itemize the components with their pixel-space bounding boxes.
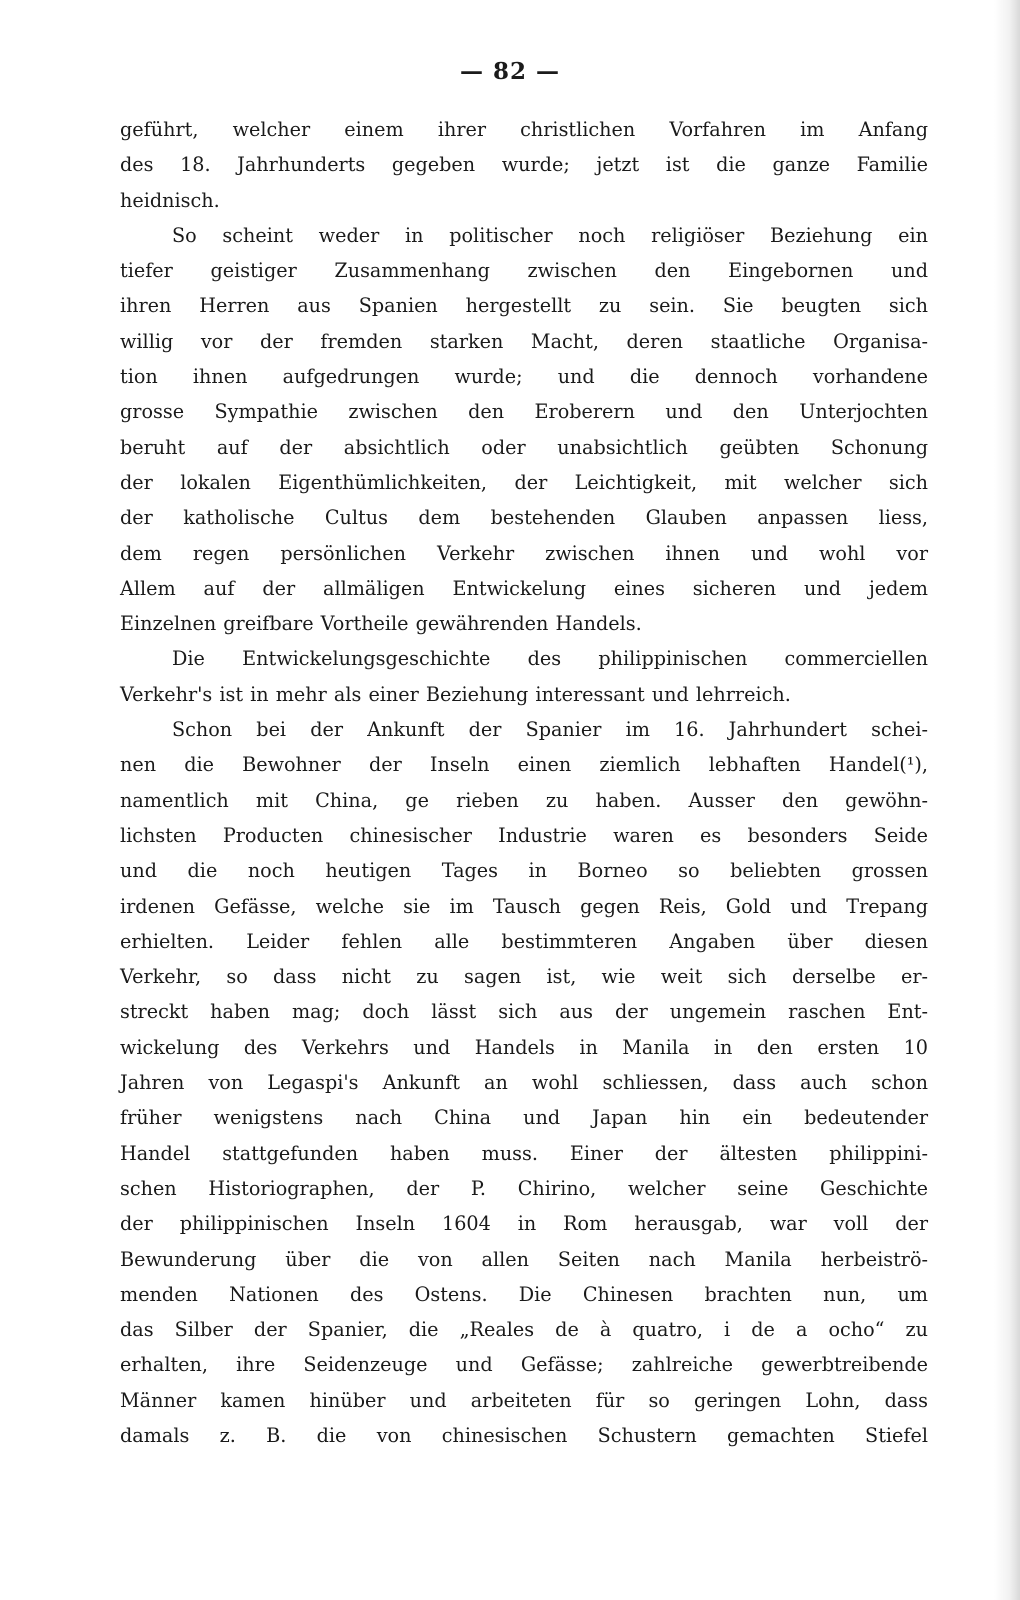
text-line: dem regen persönlichen Verkehr zwischen ihnen und wohl vor [120, 541, 928, 565]
text-line: Allem auf der allmäligen Entwickelung eines sicheren und jedem [120, 576, 928, 600]
text-line: menden Nationen des Ostens. Die Chinesen brachten nun, um [120, 1282, 928, 1306]
page-edge-shadow [994, 0, 1020, 1600]
text-line: heidnisch. [120, 188, 220, 212]
body-text [120, 112, 928, 1453]
text-line: namentlich mit China, ge rieben zu haben. Ausser den gewöhn- [120, 788, 928, 812]
text-line: Handel stattgefunden haben muss. Einer der ältesten philippini- [120, 1141, 928, 1165]
text-line: Die Entwickelungsgeschichte des philippinischen commerciellen [172, 647, 928, 671]
text-line: irdenen Gefässe, welche sie im Tausch gegen Reis, Gold und Trepang [120, 894, 928, 918]
text-line: grosse Sympathie zwischen den Eroberern und den Unterjochten [120, 400, 928, 424]
text-line: Männer kamen hinüber und arbeiteten für so geringen Lohn, dass [120, 1388, 928, 1412]
text-line: lichsten Producten chinesischer Industrie waren es besonders Seide [120, 823, 928, 847]
text-line: ihren Herren aus Spanien hergestellt zu sein. Sie beugten sich [120, 294, 928, 318]
text-line: geführt, welcher einem ihrer christlichen Vorfahren im Anfang [120, 118, 928, 141]
text-line: erhalten, ihre Seidenzeuge und Gefässe; zahlreiche gewerbtreibende [120, 1353, 928, 1377]
text-line: Jahren von Legaspi's Ankunft an wohl schliessen, dass auch schon [120, 1071, 928, 1095]
text-line: tiefer geistiger Zusammenhang zwischen den Eingebornen und [120, 259, 928, 283]
text-line: Einzelnen greifbare Vortheile gewährenden Handels. [120, 612, 642, 636]
text-line: Schon bei der Ankunft der Spanier im 16. Jahrhundert schei- [172, 718, 928, 742]
text-line: wickelung des Verkehrs und Handels in Manila in den ersten 10 [120, 1035, 928, 1059]
text-line: erhielten. Leider fehlen alle bestimmteren Angaben über diesen [120, 929, 928, 953]
text-line: des 18. Jahrhunderts gegeben wurde; jetzt ist die ganze Familie [120, 153, 928, 177]
text-line: das Silber der Spanier, die „Reales de à quatro, i de a ocho“ zu [120, 1318, 928, 1342]
page-number: — 82 — [459, 58, 561, 85]
text-line: So scheint weder in politischer noch religiöser Beziehung ein [172, 223, 928, 247]
text-line: Verkehr, so dass nicht zu sagen ist, wie weit sich derselbe er- [120, 965, 928, 989]
text-line: schen Historiographen, der P. Chirino, welcher seine Geschichte [120, 1176, 928, 1200]
text-line: Bewunderung über die von allen Seiten nach Manila herbeiströ- [120, 1247, 928, 1271]
text-line: damals z. B. die von chinesischen Schustern gemachten Stiefel [120, 1423, 928, 1447]
text-line: der lokalen Eigenthümlichkeiten, der Leichtigkeit, mit welcher sich [120, 470, 928, 494]
text-line: nen die Bewohner der Inseln einen ziemlich lebhaften Handel(¹), [120, 753, 928, 777]
text-line: Verkehr's ist in mehr als einer Beziehung interessant und lehrreich. [120, 682, 791, 706]
text-line: der katholische Cultus dem bestehenden Glauben anpassen liess, [120, 506, 928, 530]
text-line: der philippinischen Inseln 1604 in Rom herausgab, war voll der [120, 1212, 928, 1236]
text-line: streckt haben mag; doch lässt sich aus der ungemein raschen Ent- [120, 1000, 928, 1024]
text-line: und die noch heutigen Tages in Borneo so beliebten grossen [120, 859, 928, 883]
text-line: willig vor der fremden starken Macht, deren staatliche Organisa- [120, 329, 928, 353]
text-line: beruht auf der absichtlich oder unabsichtlich geübten Schonung [120, 435, 928, 459]
text-line: früher wenigstens nach China und Japan hin ein bedeutender [120, 1106, 928, 1130]
text-line: tion ihnen aufgedrungen wurde; und die dennoch vorhandene [120, 365, 928, 389]
